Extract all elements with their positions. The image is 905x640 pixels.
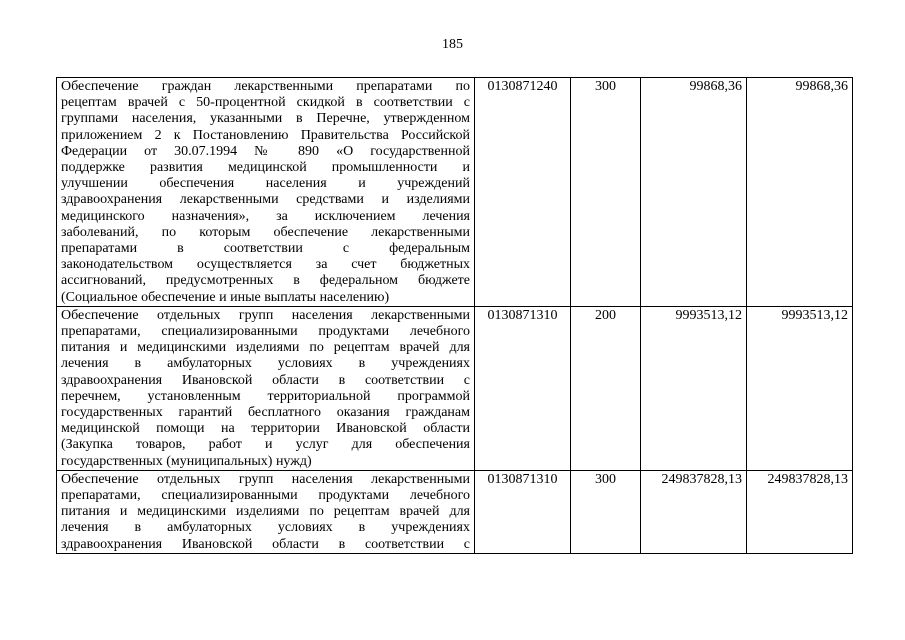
description-line: государственных гарантий бесплатного оказания гражданам <box>61 405 470 421</box>
page-number: 185 <box>442 37 463 52</box>
description-line: медицинского назначения», за исключением лечения <box>61 208 470 224</box>
description-line: ассигнований, предусмотренных в федеральном бюджете <box>61 273 470 289</box>
amount-1: 9993513,12 <box>641 306 747 470</box>
expense-type-code: 300 <box>571 470 641 553</box>
expense-type-code: 300 <box>571 78 641 307</box>
description-line: рецептам врачей с 50-процентной скидкой в соответствии с <box>61 95 470 111</box>
description-line: препаратами, специализированными продуктами лечебного <box>61 488 470 504</box>
description-line: питания и медицинскими изделиями по рецептам врачей для <box>61 504 470 520</box>
description-line: приложением 2 к Постановлению Правительства Российской <box>61 127 470 143</box>
description-line: группами населения, указанными в Перечне, утвержденном <box>61 111 470 127</box>
amount-2: 9993513,12 <box>747 306 853 470</box>
amount-1: 249837828,13 <box>641 470 747 553</box>
row-description <box>57 78 475 307</box>
description-line: здравоохранения Ивановской области в соответствии с <box>61 372 470 388</box>
expense-type-code: 200 <box>571 306 641 470</box>
budget-table <box>56 77 853 554</box>
description-line: препаратами в соответствии с федеральным <box>61 241 470 257</box>
row-description <box>57 306 475 470</box>
description-line: Обеспечение отдельных групп населения лекарственными <box>61 471 470 487</box>
description-line: препаратами, специализированными продуктами лечебного <box>61 324 470 340</box>
description-line: улучшении обеспечения населения и учреждений <box>61 176 470 192</box>
description-line: здравоохранения Ивановской области в соответствии с <box>61 536 470 552</box>
amount-2: 99868,36 <box>747 78 853 307</box>
table-row <box>57 78 853 307</box>
description-line: Федерации от 30.07.1994 № 890 «О государственной <box>61 143 470 159</box>
description-line: Обеспечение отдельных групп населения лекарственными <box>61 307 470 323</box>
description-line: медицинской помощи на территории Ивановской области <box>61 421 470 437</box>
row-description <box>57 470 475 553</box>
description-line: перечнем, установленным территориальной программой <box>61 388 470 404</box>
table-row <box>57 306 853 470</box>
description-line: законодательством осуществляется за счет бюджетных <box>61 257 470 273</box>
description-line: здравоохранения лекарственными средствами и изделиями <box>61 192 470 208</box>
table-row <box>57 470 853 553</box>
description-line: лечения в амбулаторных условиях в учреждениях <box>61 520 470 536</box>
target-article-code: 0130871310 <box>475 306 571 470</box>
amount-1: 99868,36 <box>641 78 747 307</box>
target-article-code: 0130871240 <box>475 78 571 307</box>
description-line: (Социальное обеспечение и иные выплаты населению) <box>61 289 390 305</box>
description-line: поддержке развития медицинской промышленности и <box>61 160 470 176</box>
description-line: лечения в амбулаторных условиях в учреждениях <box>61 356 470 372</box>
description-line: Обеспечение граждан лекарственными препаратами по <box>61 79 470 94</box>
description-line: (Закупка товаров, работ и услуг для обеспечения <box>61 437 470 453</box>
target-article-code: 0130871310 <box>475 470 571 553</box>
description-line: питания и медицинскими изделиями по рецептам врачей для <box>61 340 470 356</box>
amount-2: 249837828,13 <box>747 470 853 553</box>
description-line: государственных (муниципальных) нужд) <box>61 453 312 469</box>
description-line: заболеваний, по которым обеспечение лекарственными <box>61 224 470 240</box>
